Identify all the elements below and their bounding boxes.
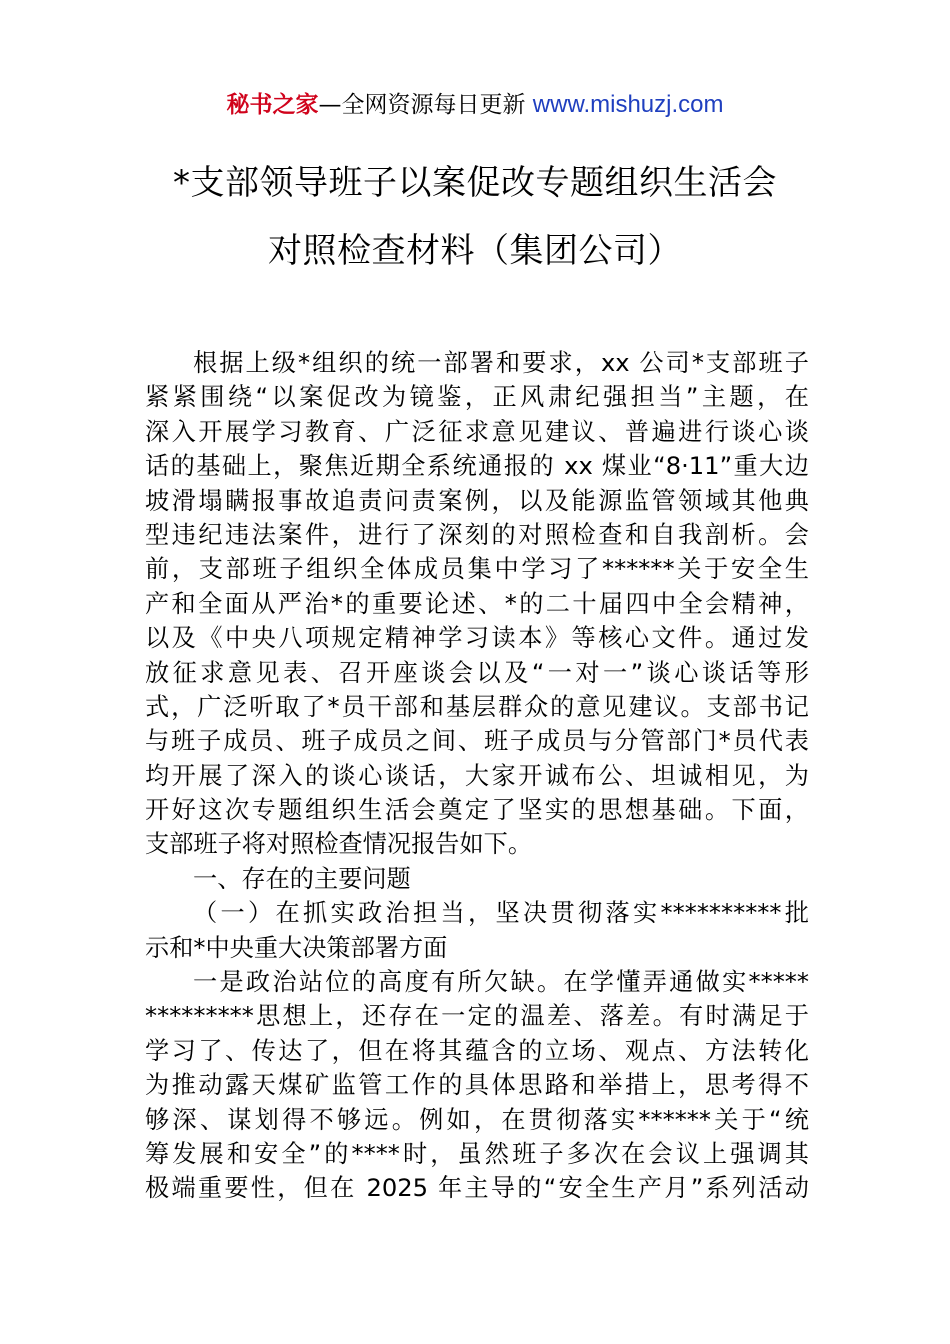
paragraph-line: 均开展了深入的谈心谈话，大家开诚布公、坦诚相见，为 <box>145 761 809 790</box>
paragraph-line: 筹发展和安全”的****时，虽然班子多次在会议上强调其 <box>145 1139 809 1168</box>
paragraph-line: 型违纪违法案件，进行了深刻的对照检查和自我剖析。会 <box>145 520 809 549</box>
section-heading: 一、存在的主要问题 <box>193 864 411 893</box>
document-title-line-2: 对照检查材料（集团公司） <box>268 231 682 271</box>
paragraph-line: *********思想上，还存在一定的温差、落差。有时满足于 <box>145 1002 809 1031</box>
site-header <box>0 88 950 122</box>
paragraph-line: 以及《中央八项规定精神学习读本》等核心文件。通过发 <box>145 624 809 653</box>
paragraph-line: 话的基础上，聚焦近期全系统通报的 xx 煤业“8·11”重大边 <box>145 452 809 481</box>
site-url-link[interactable]: www.mishuzj.com <box>532 91 724 118</box>
paragraph-line: 产和全面从严治*的重要论述、*的二十届四中全会精神， <box>145 589 809 618</box>
document-body <box>145 346 809 1206</box>
paragraph-line: 前，支部班子组织全体成员集中学习了******关于安全生 <box>145 555 809 584</box>
subsection-heading: 示和*中央重大决策部署方面 <box>145 933 448 962</box>
paragraph-line: 极端重要性，但在 2025 年主导的“安全生产月”系列活动 <box>145 1174 809 1203</box>
paragraph-line: 坡滑塌瞒报事故追责问责案例，以及能源监管领域其他典 <box>145 486 809 515</box>
site-tagline: —全网资源每日更新 <box>318 92 533 118</box>
paragraph-line: 放征求意见表、召开座谈会以及“一对一”谈心谈话等形 <box>145 658 809 687</box>
paragraph-line: 学习了、传达了，但在将其蕴含的立场、观点、方法转化 <box>145 1036 809 1065</box>
paragraph-line: 紧紧围绕“以案促改为镜鉴，正风肃纪强担当”主题，在 <box>145 383 809 412</box>
paragraph-line: 开好这次专题组织生活会奠定了坚实的思想基础。下面， <box>145 796 809 825</box>
paragraph-line: 式，广泛听取了*员干部和基层群众的意见建议。支部书记 <box>145 692 809 721</box>
paragraph-line: 一是政治站位的高度有所欠缺。在学懂弄通做实***** <box>193 968 809 997</box>
paragraph-line: 为推动露天煤矿监管工作的具体思路和举措上，思考得不 <box>145 1071 809 1100</box>
subsection-heading: （一）在抓实政治担当，坚决贯彻落实**********批 <box>193 899 809 928</box>
paragraph-line: 够深、谋划得不够远。例如，在贯彻落实******关于“统 <box>145 1105 809 1134</box>
paragraph-line: 深入开展学习教育、广泛征求意见建议、普遍进行谈心谈 <box>145 417 809 446</box>
paragraph-line: 与班子成员、班子成员之间、班子成员与分管部门*员代表 <box>145 727 809 756</box>
document-title-line-1: *支部领导班子以案促改专题组织生活会 <box>173 163 777 203</box>
paragraph-line: 支部班子将对照检查情况报告如下。 <box>145 830 533 859</box>
site-brand: 秘书之家 <box>226 92 319 118</box>
paragraph-line: 根据上级*组织的统一部署和要求，xx 公司*支部班子 <box>193 349 809 377</box>
